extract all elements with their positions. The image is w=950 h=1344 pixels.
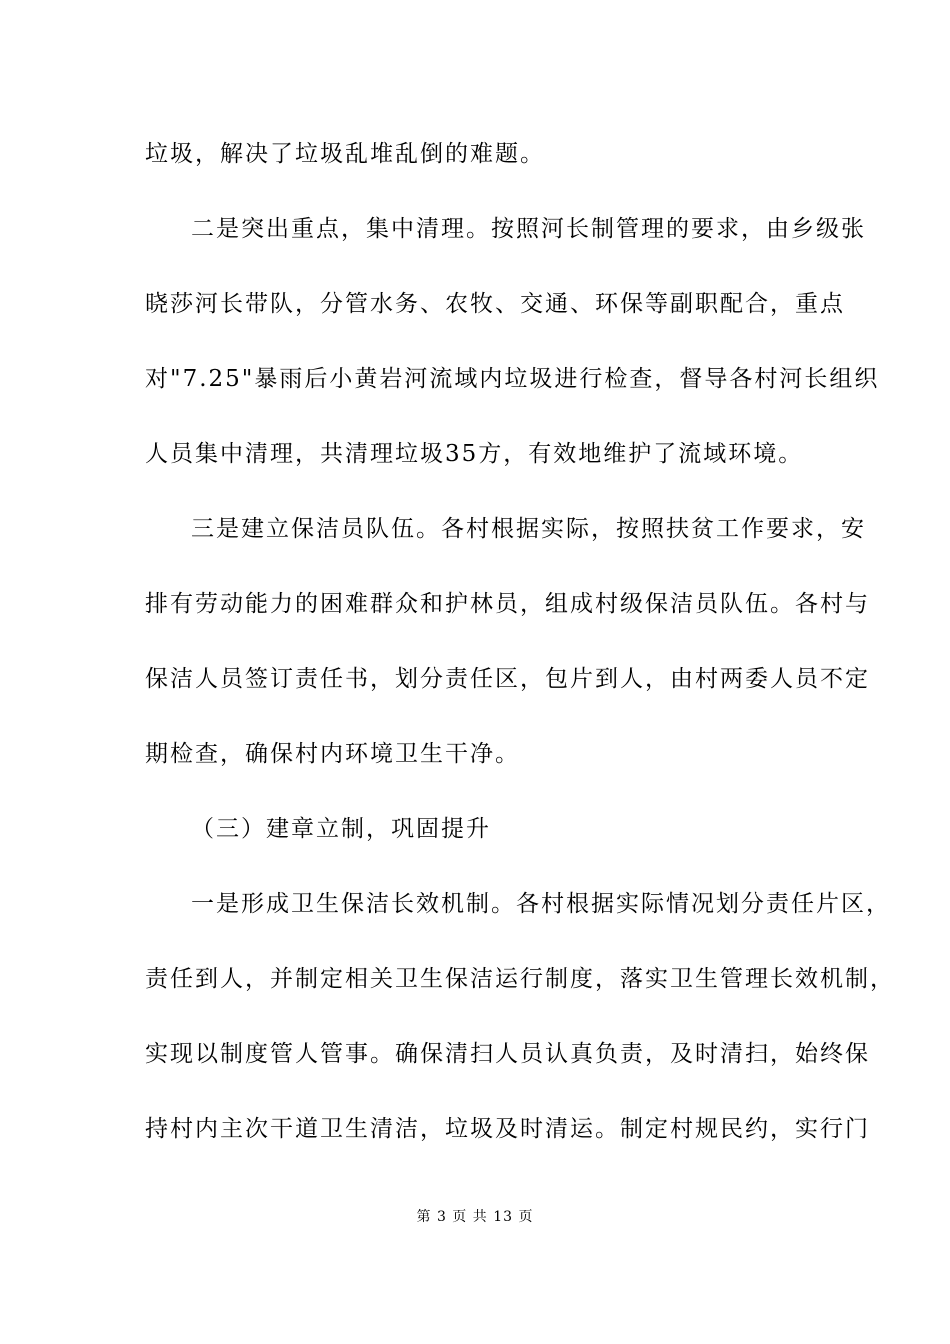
paragraph-start-line: 二是突出重点，集中清理。按照河长制管理的要求，由乡级张: [191, 216, 866, 242]
text-line: 责任到人，并制定相关卫生保洁运行制度，落实卫生管理长效机制，: [145, 966, 895, 992]
text-line: 实现以制度管人管事。确保清扫人员认真负责，及时清扫，始终保: [145, 1041, 870, 1067]
section-heading: （三）建章立制，巩固提升: [191, 816, 491, 842]
page-number-footer: 第 3 页 共 13 页: [416, 1209, 534, 1225]
paragraph-start-line: 一是形成卫生保洁长效机制。各村根据实际情况划分责任片区，: [191, 891, 891, 917]
text-line: 持村内主次干道卫生清洁，垃圾及时清运。制定村规民约，实行门: [145, 1116, 870, 1142]
text-line: 对"7.25"暴雨后小黄岩河流域内垃圾进行检查，督导各村河长组织: [145, 366, 880, 392]
text-line: 排有劳动能力的困难群众和护林员，组成村级保洁员队伍。各村与: [145, 591, 870, 617]
text-line: 保洁人员签订责任书，划分责任区，包片到人，由村两委人员不定: [145, 666, 870, 692]
text-line: 垃圾，解决了垃圾乱堆乱倒的难题。: [145, 141, 545, 167]
text-line: 晓莎河长带队，分管水务、农牧、交通、环保等副职配合，重点: [145, 291, 845, 317]
paragraph-start-line: 三是建立保洁员队伍。各村根据实际，按照扶贫工作要求，安: [191, 516, 866, 542]
text-line: 期检查，确保村内环境卫生干净。: [145, 741, 520, 767]
text-line: 人员集中清理，共清理垃圾35方，有效地维护了流域环境。: [145, 441, 804, 467]
document-body: [145, 130, 895, 1180]
